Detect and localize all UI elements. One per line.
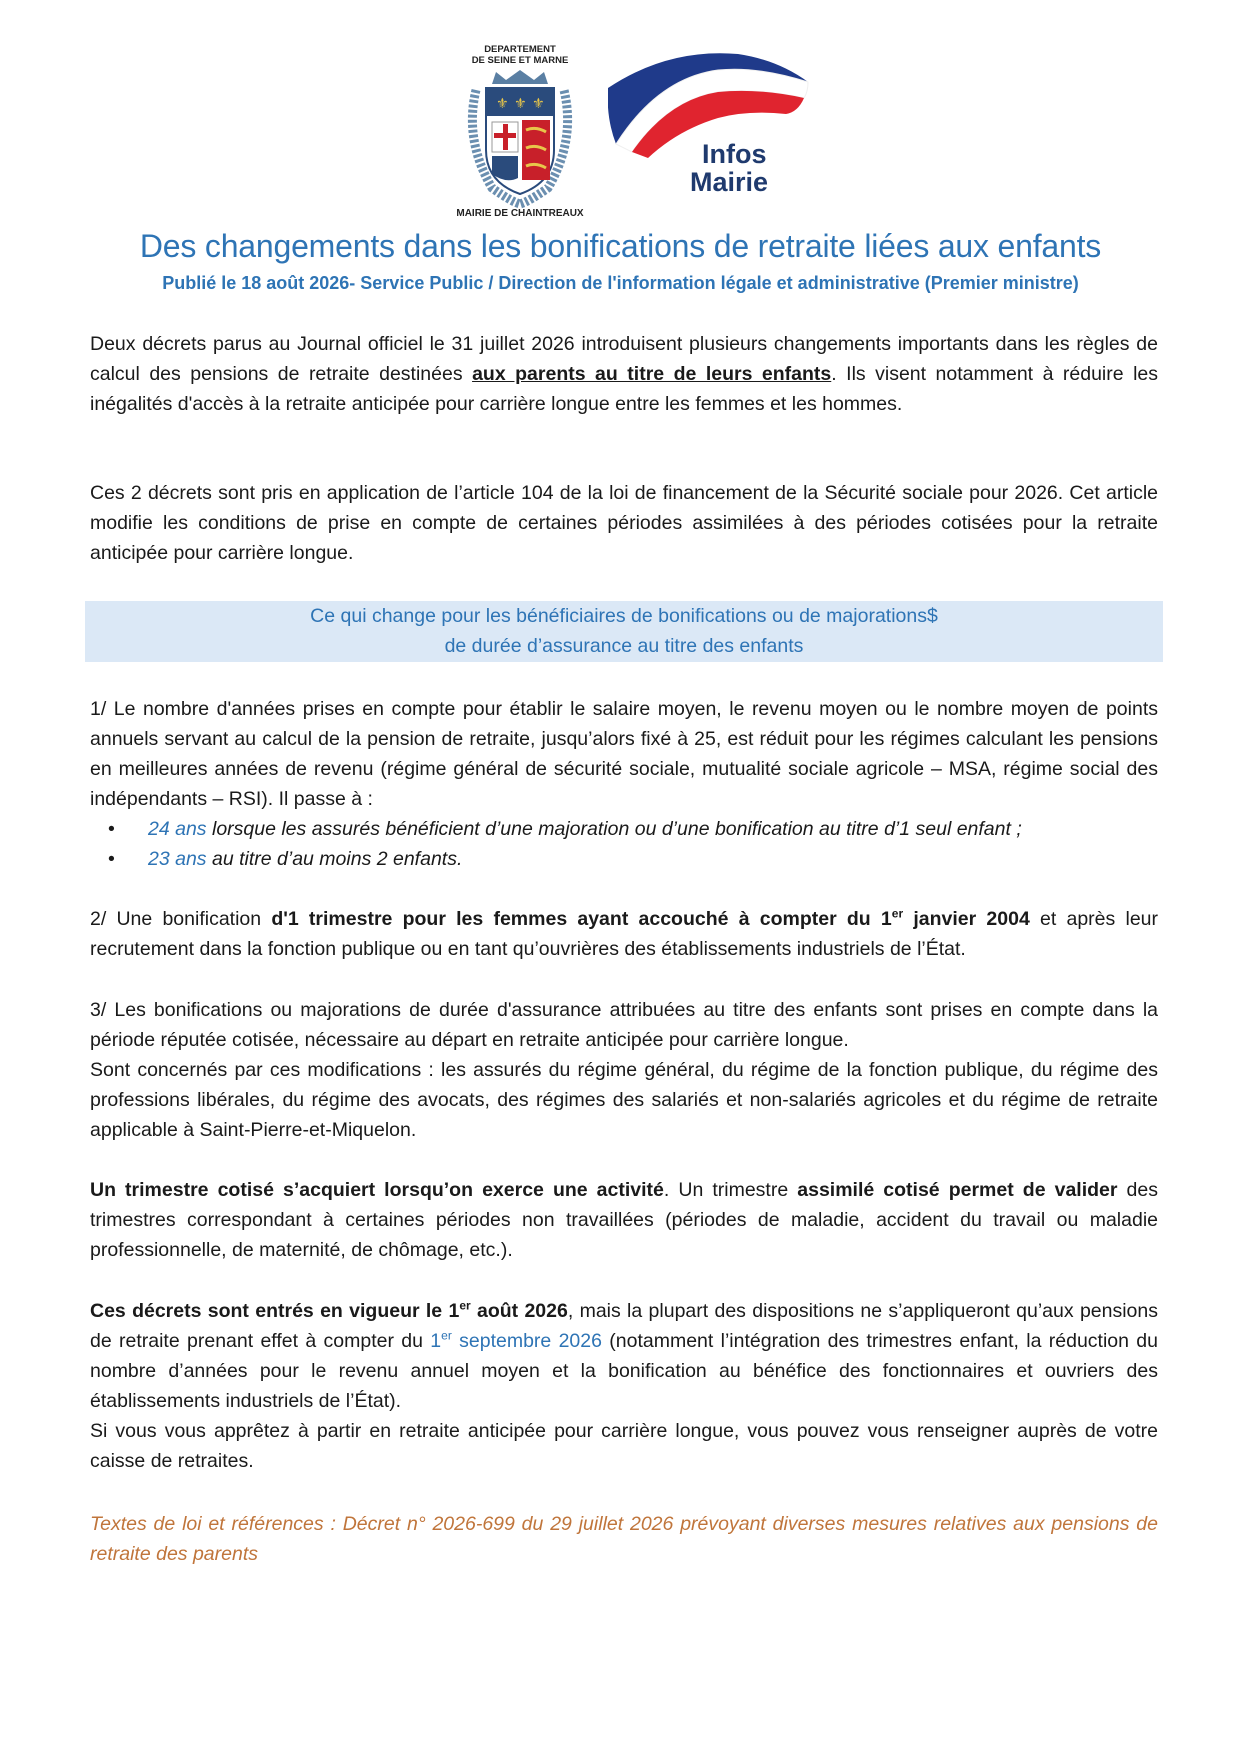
parents-link[interactable]: aux parents au titre de leurs enfants <box>472 363 832 385</box>
entry-into-force-paragraph: Ces décrets sont entrés en vigueur le 1er août 2026, mais la plupart des dispositions ne s’appliqueront qu’aux pensions de retraite prenant effet à compter du 1er septembre 2026 (notamment l’intégration des trimestres enfant, la réduction du nombre d’années pour le revenu annuel moyen et la bonification au bénéfice des fonctionnaires et ouvriers des établissements industriels de l’État). Si vous vous apprêtez à partir en retraite anticipée pour carrière longue, vous pouvez vous renseigner auprès de votre caisse de retraites. <box>90 1298 1158 1472</box>
list-item: • 24 ans lorsque les assurés bénéficient d’une majoration ou d’une bonification au titre d’1 seul enfant ; <box>90 814 1158 844</box>
decrees-paragraph: Ces 2 décrets sont pris en application de l’article 104 de la loi de financement de la Sécurité sociale pour 2026. Cet article modifie les conditions de prise en compte de certaines périodes assimilées à des périodes cotisées pour la retraite anticipée pour carrière longue. <box>90 482 1158 564</box>
bullet-icon: • <box>108 848 115 870</box>
svg-text:⚜: ⚜ <box>496 96 509 112</box>
svg-text:⚜: ⚜ <box>514 96 527 112</box>
intro-paragraph: Deux décrets parus au Journal officiel le 31 juillet 2026 introduisent plusieurs changements importants dans les règles de calcul des pensions de retraite destinées aux parents au titre de leurs enfants. Ils visent notamment à réduire les inégalités d'accès à la retraite anticipée pour carrière longue entre les femmes et les hommes. <box>90 333 1158 415</box>
years-list <box>90 814 1158 874</box>
page-title: Des changements dans les bonifications de retraite liées aux enfants <box>139 228 1102 264</box>
list-item: • 23 ans au titre d’au moins 2 enfants. <box>90 844 1158 874</box>
trimestre-paragraph: Un trimestre cotisé s’acquiert lorsqu’on exerce une activité. Un trimestre assimilé cotisé permet de valider des trimestres correspondant à certaines périodes non travaillées (périodes de maladie, accident du travail ou maladie professionnelle, de maternité, de chômage, etc.). <box>90 1179 1158 1261</box>
commune-logo <box>440 44 600 220</box>
legal-references: Textes de loi et références : Décret n° 2026-699 du 29 juillet 2026 prévoyant diverses mesures relatives aux pensions de retraite des parents <box>90 1513 1158 1565</box>
section-heading-box <box>85 601 1163 662</box>
infos-mairie-logo <box>608 48 810 198</box>
section-heading-line2: de durée d’assurance au titre des enfants <box>444 635 804 657</box>
mairie-label: MAIRIE DE CHAINTREAUX <box>456 208 584 219</box>
section-heading-line1: Ce qui change pour les bénéficiaires de bonifications ou de majorations$ <box>310 605 938 627</box>
point-1-paragraph: 1/ Le nombre d'années prises en compte pour établir le salaire moyen, le revenu moyen ou le nombre moyen de points annuels servant au calcul de la pension de retraite, jusqu’alors fixé à 25, est réduit pour les régimes calculant les pensions en meilleures années de revenu (régime général de sécurité sociale, mutualité sociale agricole – MSA, régime social des indépendants – RSI). Il passe à : • 24 ans lorsque les assurés bénéficient d’une majoration ou d’une bonification au titre d’1 seul enfant ; • 23 ans au titre d’au moins 2 enfants. <box>90 694 1158 874</box>
infos-mairie-text: Infos Mairie <box>690 139 769 197</box>
point-2-paragraph: 2/ Une bonification d'1 trimestre pour les femmes ayant accouché à compter du 1er janvier 2004 et après leur recrutement dans la fonction publique ou en tant qu’ouvrières des établissements industriels de l’État. <box>90 906 1159 960</box>
bullet-icon: • <box>108 818 115 840</box>
point-3-paragraph: 3/ Les bonifications ou majorations de durée d'assurance attribuées au titre des enfants sont prises en compte dans la période réputée cotisée, nécessaire au départ en retraite anticipée pour carrière longue. Sont concernés par ces modifications : les assurés du régime général, du régime de la fonction publique, du régime des professions libérales, du régime des avocats, des régimes des salariés et non-salariés agricoles et du régime de retraite applicable à Saint-Pierre-et-Miquelon. <box>90 999 1158 1141</box>
publication-subtitle: Publié le 18 août 2026- Service Public / Direction de l'information légale et administrative (Premier ministre) <box>162 273 1079 293</box>
svg-text:⚜: ⚜ <box>532 96 545 112</box>
coat-of-arms-icon <box>462 70 578 210</box>
department-label: DEPARTEMENT DE SEINE ET MARNE <box>471 44 569 66</box>
